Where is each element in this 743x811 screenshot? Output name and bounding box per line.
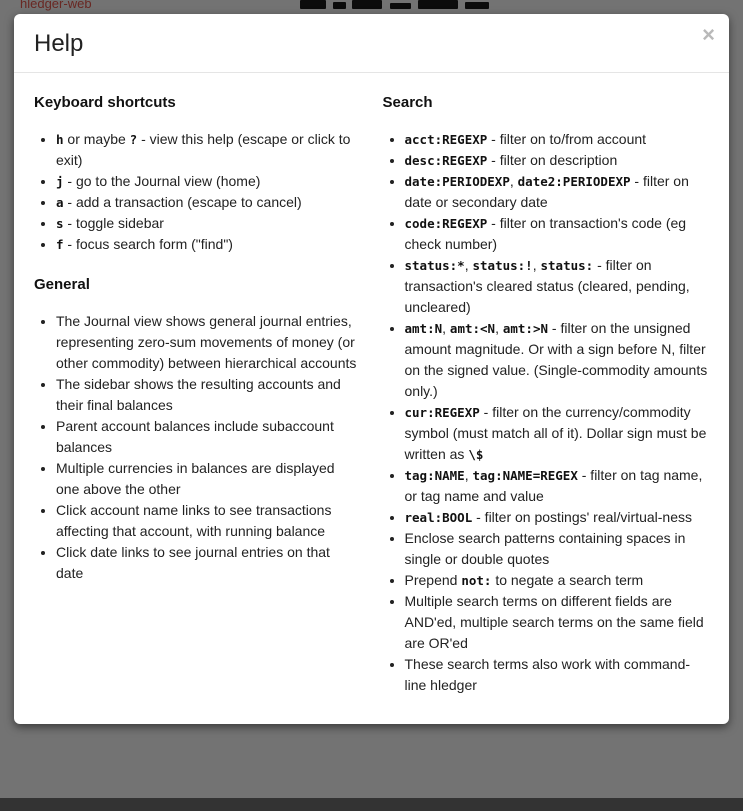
code-term: cur:REGEXP [404,405,480,420]
list-item [405,318,710,402]
code-term: date:PERIODEXP [404,174,510,189]
list-item [405,465,710,507]
code-term: ? [129,132,138,147]
item-text: , [442,320,450,336]
list-item [405,150,710,171]
list-item [405,213,710,255]
item-text: The sidebar shows the resulting accounts and their final balances [56,376,341,413]
list-item [56,416,361,458]
item-text: - go to the Journal view (home) [63,173,261,189]
code-term: amt:>N [502,321,549,336]
item-text: Prepend [404,572,462,588]
list-item [405,507,710,528]
item-text: The Journal view shows general journal entries, representing zero-sum movements of money (or other commodity) between hierarchical accounts [56,313,357,371]
list-item [405,171,710,213]
item-text: - filter on postings' real/virtual-ness [472,509,692,525]
code-term: acct:REGEXP [404,132,488,147]
code-term: \$ [468,447,484,462]
item-text: - filter on tag name, or tag name and value [404,467,703,504]
search-list [383,129,710,696]
item-text: - toggle sidebar [63,215,164,231]
code-term: s [56,216,64,231]
list-item [405,402,710,465]
item-text: Parent account balances include subaccount balances [56,418,334,455]
section-heading-search: Search [382,94,433,111]
item-text: , [532,257,541,273]
list-item [56,458,361,500]
list-item [56,234,361,255]
section-heading-keyboard-shortcuts: Keyboard shortcuts [34,94,176,111]
modal-title: Help [34,30,84,57]
item-text: Click date links to see journal entries on that date [56,544,330,581]
code-term: status:* [404,258,465,273]
modal-header [14,14,729,73]
code-term: not: [461,573,492,588]
item-text: - filter on the unsigned amount magnitude. Or with a sign before N, filter on the signed value. (Single-commodity amounts only.) [404,320,708,399]
list-item [405,528,710,570]
item-text: - filter on description [487,152,618,168]
list-item [405,255,710,318]
list-item [56,374,361,416]
list-item [56,213,361,234]
code-term: amt:N [404,321,443,336]
modal-body [14,73,729,724]
general-list [34,311,361,584]
code-term: a [56,195,64,210]
list-item [405,654,710,696]
close-icon[interactable]: × [702,22,715,47]
item-text: - filter on to/from account [487,131,647,147]
list-item [405,129,710,150]
code-term: j [56,174,64,189]
item-text: - add a transaction (escape to cancel) [63,194,302,210]
list-item [405,570,710,591]
item-text: , [464,257,473,273]
help-modal [14,14,729,724]
code-term: tag:NAME=REGEX [472,468,578,483]
item-text: , [464,467,473,483]
item-text: , [509,173,518,189]
item-text: or maybe [63,131,130,147]
list-item [405,591,710,654]
list-item [56,171,361,192]
item-text: Multiple currencies in balances are displayed one above the other [56,460,335,497]
item-text: These search terms also work with command-line hledger [404,656,691,693]
item-text: - filter on transaction's code (eg check number) [404,215,687,252]
item-text: Enclose search patterns containing spaces in single or double quotes [404,530,686,567]
item-text: to negate a search term [491,572,644,588]
code-term: real:BOOL [404,510,473,525]
code-term: amt:<N [449,321,496,336]
code-term: desc:REGEXP [404,153,488,168]
section-heading-general: General [34,276,90,293]
code-term: date2:PERIODEXP [517,174,631,189]
code-term: status:! [472,258,533,273]
list-item [56,192,361,213]
item-text: - filter on date or secondary date [404,173,689,210]
left-column [34,73,361,702]
right-column [383,73,710,702]
item-text: - view this help (escape or click to exit) [56,131,351,168]
list-item [56,500,361,542]
code-term: tag:NAME [404,468,465,483]
item-text: Click account name links to see transactions affecting that account, with running balance [56,502,332,539]
list-item [56,311,361,374]
item-text: - filter on transaction's cleared status (cleared, pending, uncleared) [404,257,690,315]
list-item [56,129,361,171]
code-term: status: [540,258,594,273]
item-text: , [495,320,503,336]
item-text: - filter on the currency/commodity symbol (must match all of it). Dollar sign must be written as [404,404,707,462]
code-term: f [56,237,64,252]
item-text: Multiple search terms on different fields are AND'ed, multiple search terms on the same field are OR'ed [404,593,704,651]
list-item [56,542,361,584]
item-text: - focus search form ("find") [63,236,233,252]
code-term: h [56,132,64,147]
code-term: code:REGEXP [404,216,488,231]
keyboard-shortcuts-list [34,129,361,255]
